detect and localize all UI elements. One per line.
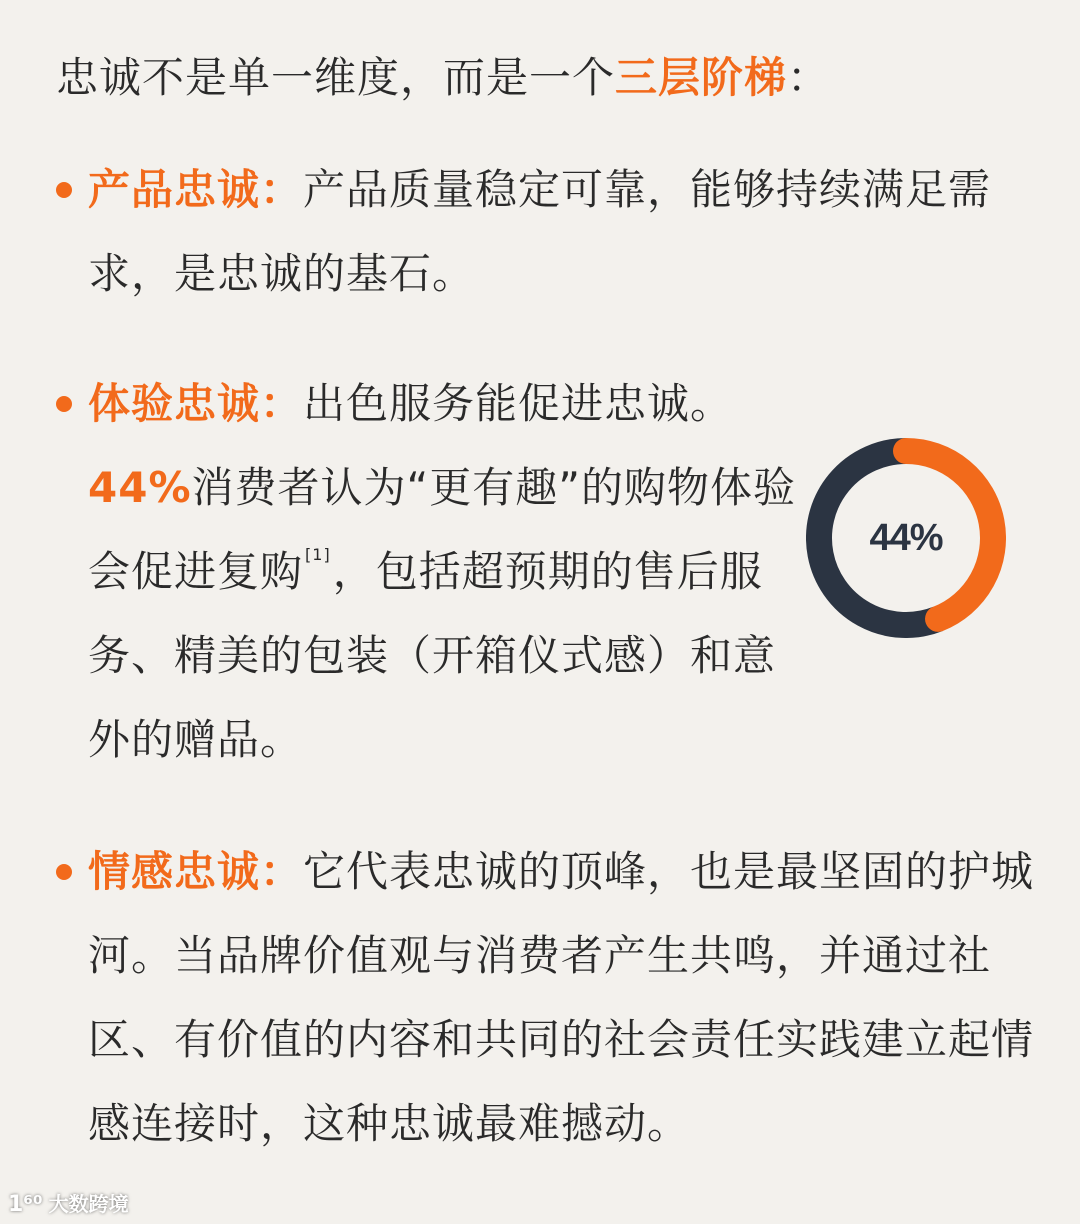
donut-center-label: 44% <box>869 517 943 559</box>
section-body <box>88 830 1048 1166</box>
watermark-text: 大数跨境 <box>48 1192 129 1216</box>
section-heading: 情感忠诚： <box>88 847 304 896</box>
section-body <box>88 362 798 782</box>
section-heading: 体验忠诚： <box>88 379 304 428</box>
intro-colon: ： <box>787 53 831 102</box>
section-text: 出色服务能促进忠诚。 <box>303 379 734 428</box>
watermark <box>8 1186 129 1222</box>
bullet-dot <box>56 396 72 412</box>
section-text: 产品质量稳定可靠，能够持续满足需求，是忠诚的基石。 <box>88 165 992 298</box>
intro-highlight: 三层阶梯 <box>615 53 788 102</box>
bullet-dot <box>56 864 72 880</box>
section-text: 它代表忠诚的顶峰，也是最坚固的护城河。当品牌价值观与消费者产生共鸣，并通过社区、有价值的内容和共同的社会责任实践建立起情感连接时，这种忠诚最难撼动。 <box>88 847 1035 1148</box>
footnote-marker: [1] <box>305 545 331 564</box>
bullet-dot <box>56 182 72 198</box>
stat-highlight: 44% <box>88 463 192 512</box>
intro-line <box>56 46 1056 110</box>
intro-text: 忠诚不是单一维度，而是一个 <box>56 53 616 102</box>
stat-text: 消费者认为“更有趣”的购物体验会促进复购 <box>88 463 797 596</box>
section-heading: 产品忠诚： <box>88 165 304 214</box>
section-body <box>88 148 1048 316</box>
donut-chart <box>806 438 1006 638</box>
watermark-logo: 1⁶⁰ <box>8 1192 43 1217</box>
section-text-after: ，包括超预期的售后服务、精美的包装（开箱仪式感）和意外的赠品。 <box>88 547 777 764</box>
